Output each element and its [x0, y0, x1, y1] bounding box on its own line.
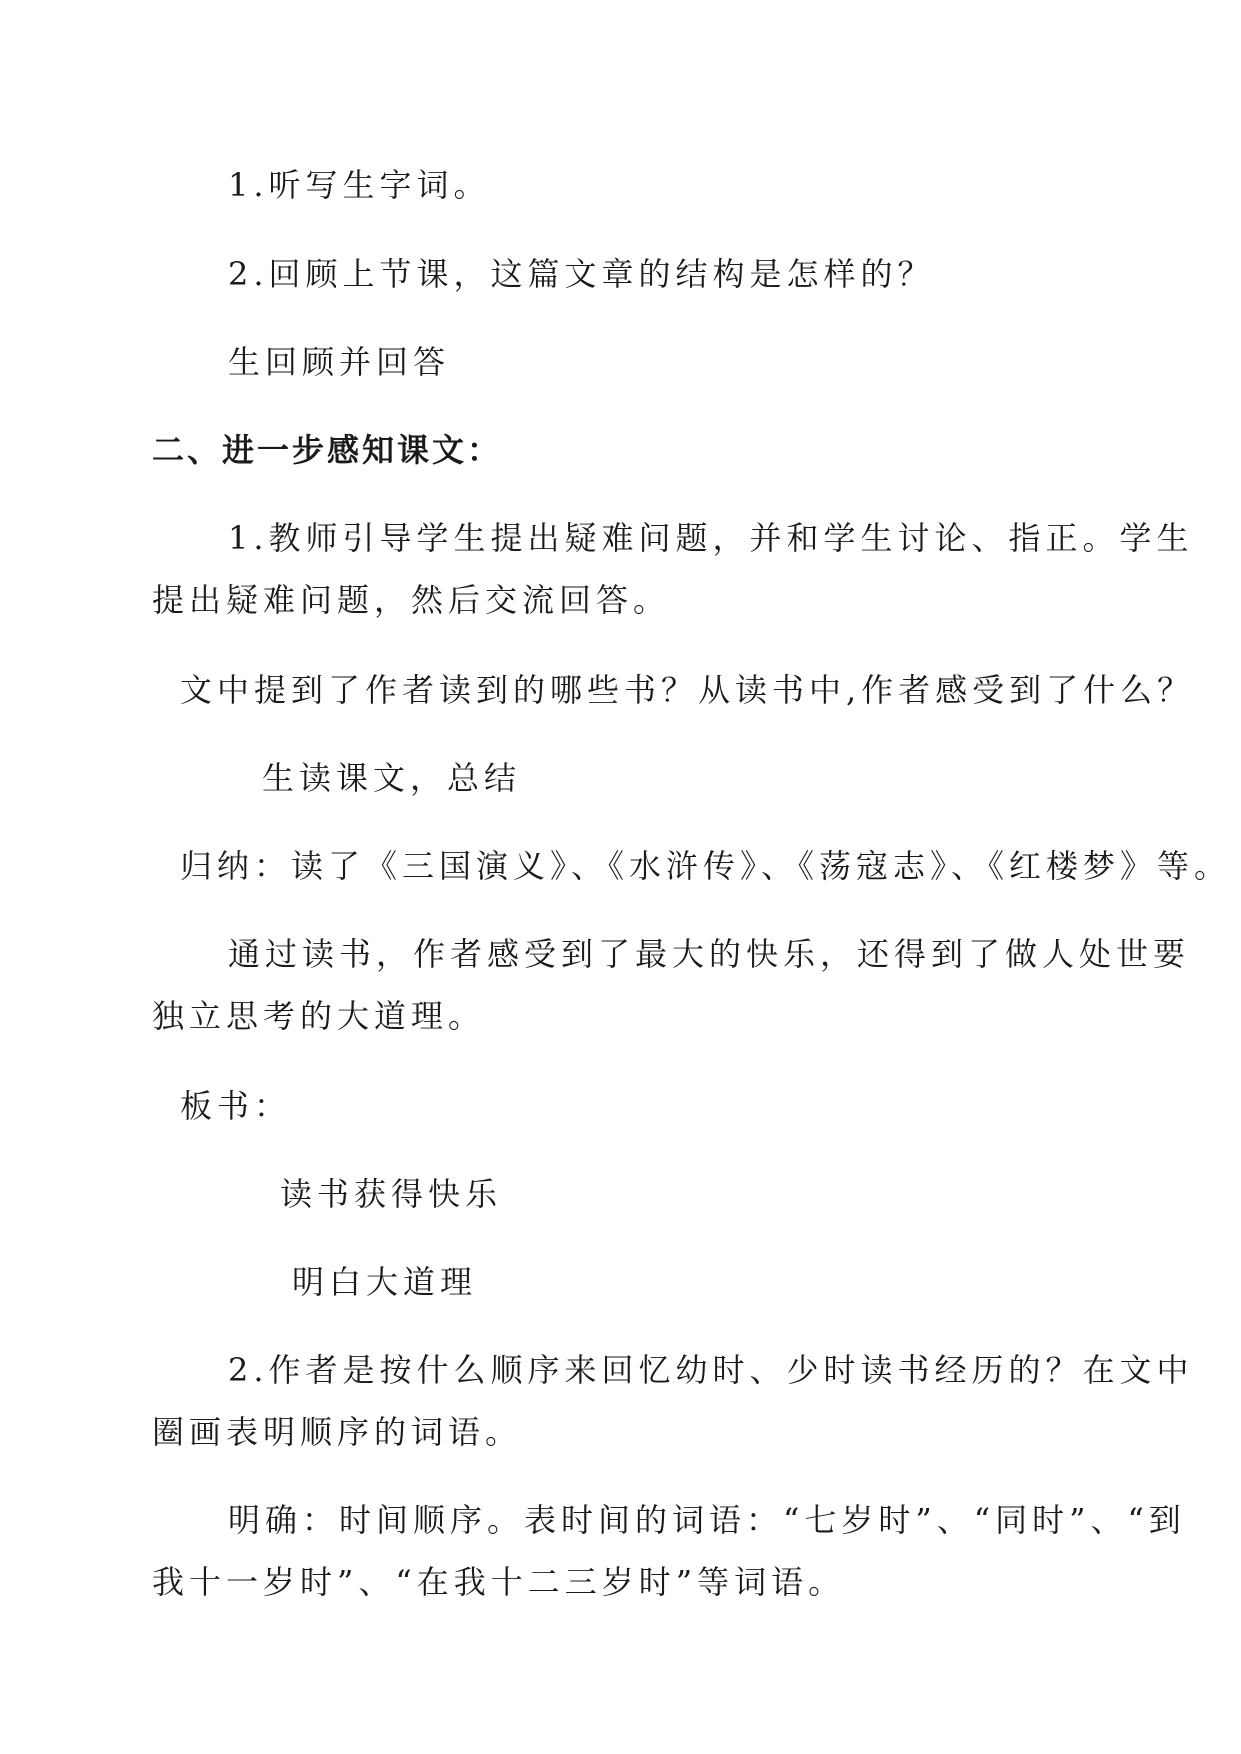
paragraph-line: 明确：时间顺序。表时间的词语：“七岁时”、“同时”、“到	[228, 1501, 1186, 1539]
list-item-review-structure: 2.回顾上节课，这篇文章的结构是怎样的？	[228, 255, 935, 293]
board-label: 板书：	[180, 1087, 292, 1125]
board-item: 明白大道理	[292, 1263, 478, 1301]
paragraph-line: 2.作者是按什么顺序来回忆幼时、少时读书经历的？在文中	[228, 1351, 1194, 1389]
section-heading: 二、进一步感知课文：	[152, 431, 503, 469]
paragraph-line: 圈画表明顺序的词语。	[152, 1413, 523, 1451]
paragraph-line: 独立思考的大道理。	[152, 997, 486, 1035]
board-item: 读书获得快乐	[280, 1175, 503, 1213]
question-line: 文中提到了作者读到的哪些书？从读书中,作者感受到了什么？	[180, 671, 1195, 709]
paragraph-line: 1.教师引导学生提出疑难问题，并和学生讨论、指正。学生	[228, 519, 1194, 557]
paragraph-line: 通过读书，作者感受到了最大的快乐，还得到了做人处世要	[228, 935, 1191, 973]
student-response: 生读课文，总结	[262, 759, 522, 797]
paragraph-line: 我十一岁时”、“在我十二三岁时”等词语。	[152, 1563, 846, 1601]
summary-line: 归纳：读了《三国演义》、《水浒传》、《荡寇志》、《红楼梦》等。	[180, 847, 1232, 885]
paragraph-line: 提出疑难问题，然后交流回答。	[152, 581, 671, 619]
list-item-dictation: 1.听写生字词。	[228, 166, 491, 204]
student-response: 生回顾并回答	[228, 343, 451, 381]
